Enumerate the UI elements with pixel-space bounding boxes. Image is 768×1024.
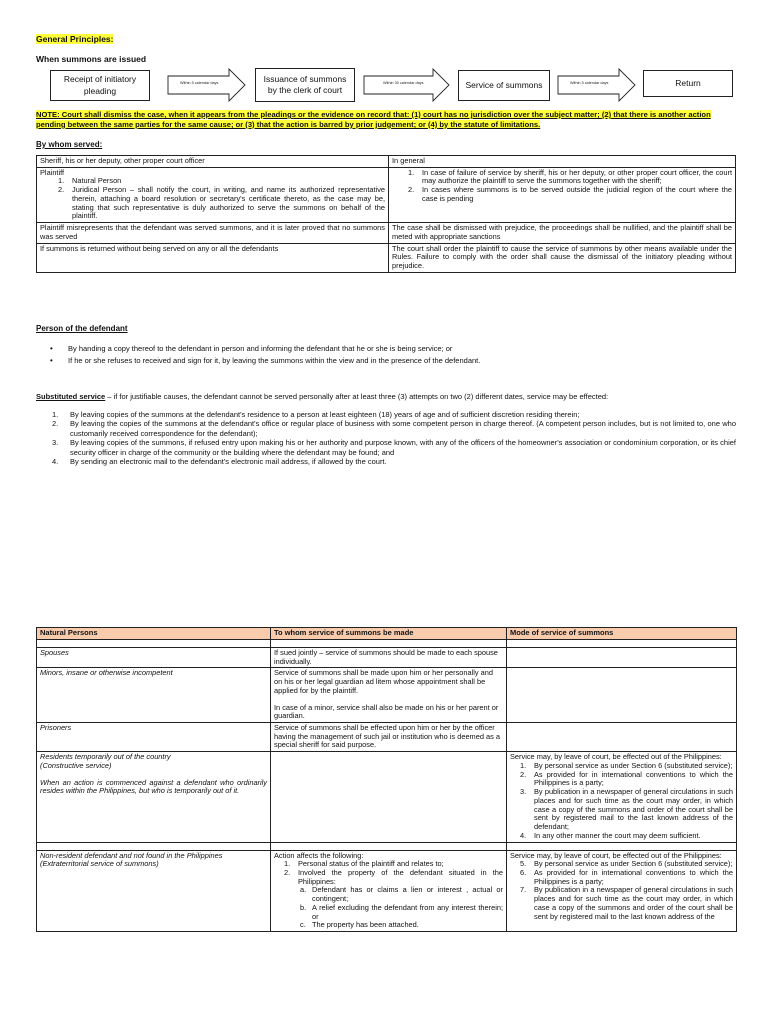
flow-step-service: Service of summons: [458, 70, 550, 101]
table-row: [37, 850, 737, 932]
list-item: 5. By personal service as under Section 6 (substituted service);: [520, 859, 733, 869]
table-header-row: [37, 628, 737, 640]
list-item: 3. By publication in a newspaper of general circulations in such places and for such time as the court may order, in which case a copy of the summons and order of the court shall be sent by registered mail to the last known address of the defendant;: [520, 787, 733, 832]
list-item: 4. By sending an electronic mail to the defendant's electronic mail address, if allowed by the court.: [52, 457, 387, 467]
table-row: [37, 243, 736, 272]
table-cell: Action affects the following: 1. Personal status of the plaintiff and relates to; 2. Involved the property of the defendant situated in the Philippines: a. Defendant has or claims a lien or interest , actual or contingent; b. A relief excluding the defendant from any interest therein; or c. The property has been attached.: [271, 850, 507, 932]
note-text: NOTE: Court shall dismiss the case, when it appears from the pleadings or the evidence on record that: (1) court has no jurisdiction over the subject matter; (2) that there is another action pending between the same parties for the same cause; or (3) that the action is barred by prior judgement; or (4) by the statute of limitations.: [36, 110, 711, 129]
table-cell: Residents temporarily out of the country (Constructive service) When an action is commenced against a defendant who ordinarily resides within the Philippines, but who is temporarily out of it.: [37, 752, 271, 842]
table-cell: Minors, insane or otherwise incompetent: [37, 668, 271, 723]
flow-step-receipt: Receipt of initiatory pleading: [50, 70, 150, 101]
table-row: [37, 156, 736, 168]
when-summons-issued-heading: When summons are issued: [36, 54, 147, 64]
list-item: 1. Personal status of the plaintiff and relates to;: [284, 859, 444, 869]
by-whom-served-heading: By whom served:: [36, 140, 103, 149]
table-cell: If summons is returned without being served on any or all the defendants: [37, 243, 389, 272]
list-item: 2. As provided for in international conventions to which the Philippines is a party;: [520, 769, 733, 788]
list-item: 4. In any other manner the court may deem sufficient.: [520, 830, 701, 840]
note-dismissal: [36, 110, 736, 129]
plaintiff-list: [40, 177, 385, 221]
service-modes-table: [36, 627, 737, 932]
table-cell: The case shall be dismissed with prejudice, the proceedings shall be nullified, and the plaintiff shall be meted with appropriate sanctions: [389, 223, 736, 243]
flow-arrow-label-2: Within 30 calendar days: [383, 81, 424, 85]
substituted-service-term: Substituted service: [36, 392, 106, 401]
table-cell: Non-resident defendant and not found in the Philippines (Extraterritorial service of summons): [37, 850, 271, 932]
table-cell: The court shall order the plaintiff to cause the service of summons by other means available under the Rules. Failure to comply with the order shall cause the dismissal of the initiatory pleading without prejudice.: [389, 243, 736, 272]
table-cell: Prisoners: [37, 722, 271, 751]
table-row: [37, 752, 737, 842]
list-item: • By handing a copy thereof to the defendant in person and informing the defendant that he or she is being service; or: [50, 343, 740, 355]
table-row: [37, 639, 737, 647]
list-item: 2. By leaving the copies of the summons at the defendant's office or regular place of business with some competent person in charge thereof. (A competent person includes, but is not limited to, one who customarily received correspondence for the defendant);: [52, 419, 736, 438]
table-row: [37, 223, 736, 243]
list-item: 3. By leaving copies of the summons, if refused entry upon making his or her authority and purpose known, with any of the officers of the homeowner's association or condominium corporation, or its chief security officer in charge of the community or the building where the defendant may be found; and: [52, 438, 736, 457]
list-item: 1. In case of failure of service by sheriff, his or her deputy, or other proper court officer, the court may authorize the plaintiff to serve the summons together with the sheriff;: [408, 167, 732, 186]
table-cell: [507, 647, 737, 667]
table-cell: [37, 167, 389, 222]
table-cell: If sued jointly – service of summons should be made to each spouse individually.: [271, 647, 507, 667]
table-cell: Spouses: [37, 647, 271, 667]
list-item: c. The property has been attached.: [300, 920, 419, 930]
list-item: 7. By publication in a newspaper of general circulations in such places and for such time as the court may order, in which case a copy of the summons and order of the court shall be sent by registered mail to the last known address of the: [520, 885, 733, 921]
column-header: To whom service of summons be made: [271, 628, 507, 640]
general-list: [392, 169, 732, 204]
flow-arrow-label-3: Within 5 calendar days: [570, 81, 609, 85]
table-row: [37, 842, 737, 850]
table-row: [37, 668, 737, 723]
list-item: 2. Involved the property of the defendant situated in the Philippines: a. Defendant has or claims a lien or interest , actual or contingent; b. A relief excluding the defendant from any interest therein; or c. The property has been attached.: [284, 868, 503, 930]
table-cell: Service may, by leave of court, be effected out of the Philippines: 1. By personal service as under Section 6 (substituted service); 2. As provided for in international conventions to which the Philippines is a party; 3. By publication in a newspaper of general circulations in such places and for such time as the court may order, in which case a copy of the summons and order of the court shall be sent by registered mail to the last known address of the defendant; 4. In any other manner the court may deem sufficient.: [507, 752, 737, 842]
list-item: • If he or she refuses to received and sign for it, by leaving the summons within the view and in the presence of the defendant.: [50, 355, 740, 367]
substituted-service-list: [36, 410, 736, 467]
list-item: 1. Natural Person: [58, 176, 122, 186]
list-item: 1. By leaving copies of the summons at the defendant's residence to a person at least eighteen (18) years of age and of sufficient discretion residing therein;: [52, 410, 580, 419]
table-cell: Service of summons shall be effected upon him or her by the officer having the management of such jail or institution who is deemed as a special sheriff for said purpose.: [271, 722, 507, 751]
table-cell: Plaintiff misrepresents that the defendant was served summons, and it is later proved that no summons was served: [37, 223, 389, 243]
table-cell: In general: [389, 156, 736, 168]
list-item: 2. In cases where summons is to be served outside the judicial region of the court where the case is pending: [408, 185, 732, 203]
general-principles-heading: General Principles:: [36, 34, 114, 44]
list-item: 2. Juridical Person – shall notify the court, in writing, and name its authorized representative therein, attaching a board resolution or secretary's certificate thereto, as the case may be, stating that such representative is duly authorized to serve the summons on behalf of the plaintiff.: [58, 185, 385, 221]
bullet-icon: •: [50, 344, 53, 353]
table-cell: [507, 722, 737, 751]
table-cell: [389, 167, 736, 222]
bullet-icon: •: [50, 356, 53, 365]
person-of-defendant-heading: Person of the defendant: [36, 324, 128, 333]
by-whom-served-table: [36, 155, 736, 273]
list-item: b. A relief excluding the defendant from any interest therein; or: [300, 902, 503, 921]
person-of-defendant-list: [50, 343, 740, 367]
flow-step-issuance: Issuance of summons by the clerk of court: [255, 68, 355, 102]
substituted-service-intro: Substituted service – if for justifiable causes, the defendant cannot be served personally after at least three (3) attempts on two (2) different dates, service may be effected:: [36, 392, 609, 401]
table-row: [37, 167, 736, 222]
column-header: Natural Persons: [37, 628, 271, 640]
table-row: [37, 722, 737, 751]
column-header: Mode of service of summons: [507, 628, 737, 640]
list-item: 1. By personal service as under Section 6 (substituted service);: [520, 760, 733, 770]
list-item: 6. As provided for in international conventions to which the Philippines is a party;: [520, 868, 733, 886]
table-cell: Sheriff, his or her deputy, other proper court officer: [37, 156, 389, 168]
plaintiff-label: Plaintiff: [40, 167, 65, 177]
flow-arrow-label-1: Within 5 calendar days: [180, 81, 219, 85]
table-row: [37, 647, 737, 667]
flow-step-return: Return: [643, 70, 733, 97]
table-cell: [507, 668, 737, 723]
table-cell: [271, 752, 507, 842]
table-cell: Service of summons shall be made upon him or her personally and on his or her legal guardian ad litem whose appointment shall be applied for by the plaintiff. In case of a minor, service shall also be made on his or her parent or guardian.: [271, 668, 507, 723]
table-cell: Service may, by leave of court, be effected out of the Philippines: 5. By personal service as under Section 6 (substituted service); 6. As provided for in international conventions to which the Philippines is a party; 7. By publication in a newspaper of general circulations in such places and for such time as the court may order, in which case a copy of the summons and order of the court shall be sent by registered mail to the last known address of the: [507, 850, 737, 932]
list-item: a. Defendant has or claims a lien or interest , actual or contingent;: [300, 885, 503, 904]
